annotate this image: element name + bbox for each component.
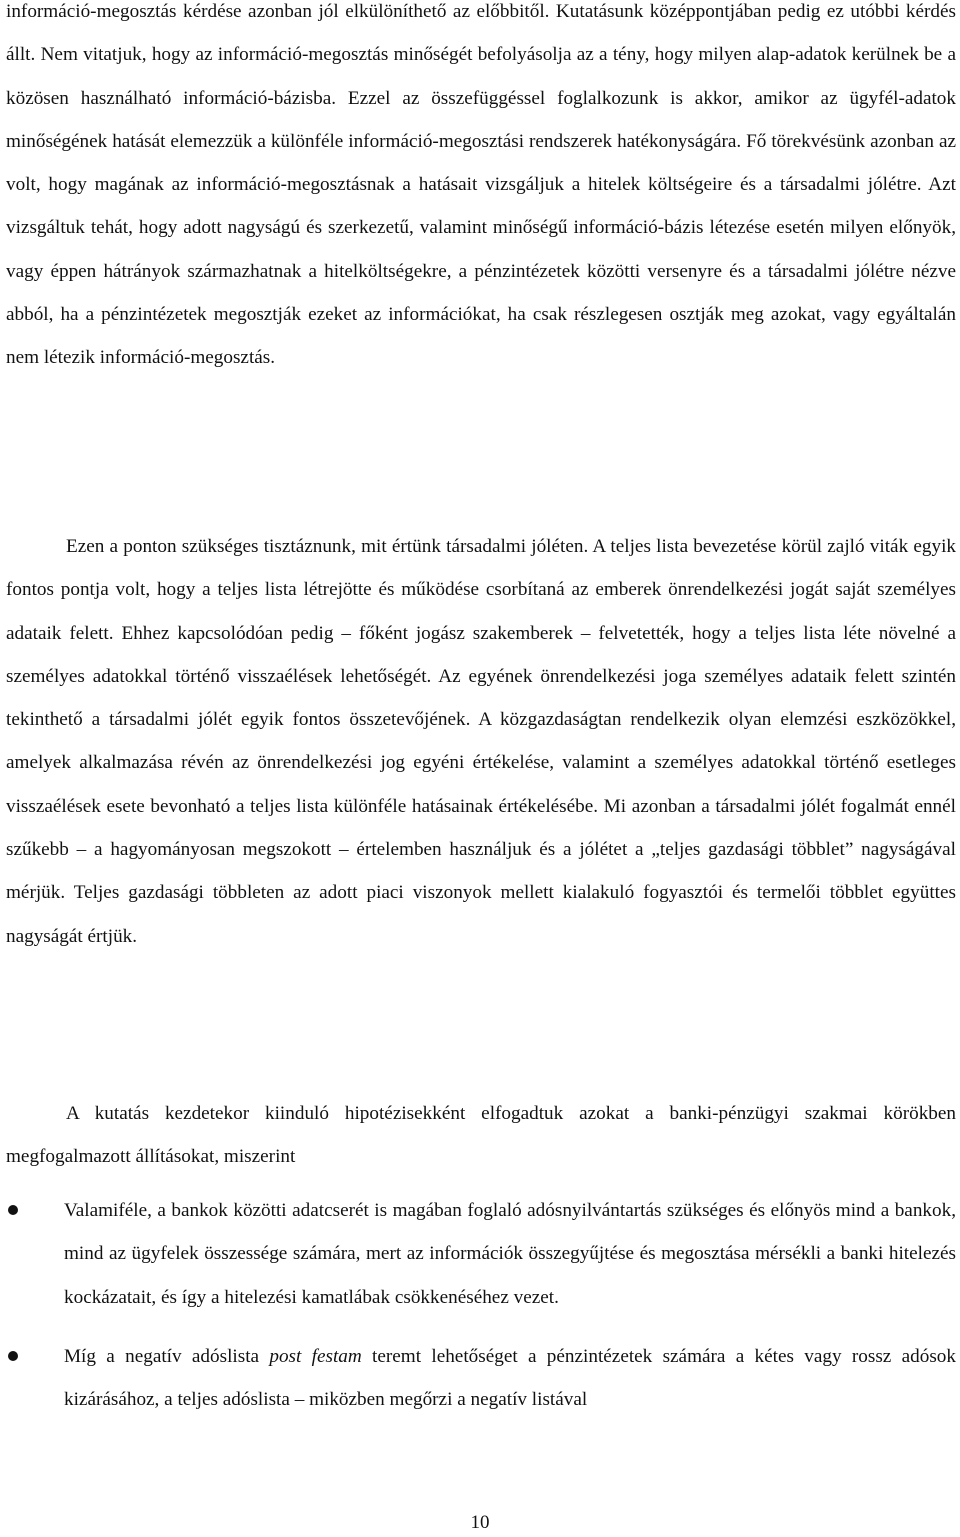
list-item-text: Valamiféle, a bankok közötti adatcserét is magában foglaló adósnyilvántartás szükséges és előnyös mind a bankok, mind az ügyfelek összessége számára, mert az információk összegyűjtése és megosztása mérsékli a banki hitelezés kockázatait, és így a hitelezési kamatlábak csökkenéséhez vezet. — [64, 1200, 956, 1308]
list-item — [0, 1189, 960, 1319]
list-item-text-before: Míg a negatív adóslista — [64, 1345, 270, 1367]
bullet-icon — [8, 1205, 18, 1215]
list-item — [0, 1335, 960, 1422]
list-item-emphasis: post festam — [269, 1345, 362, 1367]
paragraph-hypotheses: A kutatás kezdetekor kiinduló hipotézisekként elfogadtuk azokat a banki-pénzügyi szakmai körökben megfogalmazott állításokat, miszerint — [6, 1103, 956, 1168]
paragraph-social-welfare: Ezen a ponton szükséges tisztáznunk, mit értünk társadalmi jóléten. A teljes lista bevezetése körül zajló viták egyik fontos pontja volt, hogy a teljes lista létrejötte és működése csorbítaná az emberek önrendelkezési jogát saját személyes adataik felett. Ehhez kapcsolódóan pedig – főként jogász szakemberek – felvetették, hogy a teljes lista léte növelné a személyes adatokkal történő visszaélések lehetőségét. Az egyének önrendelkezési joga személyes adataik felett szintén tekinthető a társadalmi jólét egyik fontos összetevőjének. A közgazdaságtan rendelkezik olyan elemzési eszközökkel, amelyek alkalmazása révén az önrendelkezési jog egyéni értékelése, valamint a személyes adatokkal történő esetleges visszaélések esete bevonható a teljes lista különféle hatásainak értékelésébe. Mi azonban a társadalmi jólét fogalmát ennél szűkebb – a hagyományosan megszokott – értelemben használjuk és a jólétet a „teljes gazdasági többlet” nagyságával mérjük. Teljes gazdasági többleten az adott piaci viszonyok mellett kialakuló fogyasztói és termelői többlet együttes nagyságát értjük. — [6, 536, 956, 947]
list-item-text-after: teremt lehetőséget a pénzintézetek számára a kétes vagy rossz adósok kizárásához, a teljes adóslista – miközben megőrzi a negatív listával — [64, 1345, 956, 1411]
hypotheses-bullet-list — [0, 1189, 960, 1421]
page-number: 10 — [470, 1512, 490, 1533]
bullet-icon — [8, 1351, 18, 1361]
paragraph-information-sharing: információ-megosztás kérdése azonban jól elkülöníthető az előbbitől. Kutatásunk középpontjában pedig ez utóbbi kérdés állt. Nem vitatjuk, hogy az információ-megosztás minőségét befolyásolja az a tény, hogy milyen alap-adatok kerülnek be a közösen használható információ-bázisba. Ezzel az összefüggéssel foglalkozunk is akkor, amikor az ügyfél-adatok minőségének hatását elemezzük a különféle információ-megosztási rendszerek hatékonyságára. Fő törekvésünk azonban az volt, hogy magának az információ-megosztásnak a hatásait vizsgáljuk a hitelek költségeire és a társadalmi jólétre. Azt vizsgáltuk tehát, hogy adott nagyságú és szerkezetű, valamint minőségű információ-bázis létezése esetén milyen előnyök, vagy éppen hátrányok származhatnak a hitelköltségekre, a pénzintézetek közötti versenyre és a társadalmi jólétre nézve abból, ha a pénzintézetek megosztják ezeket az információkat, ha csak részlegesen osztják meg azokat, vagy egyáltalán nem létezik információ-megosztás. — [6, 1, 956, 369]
